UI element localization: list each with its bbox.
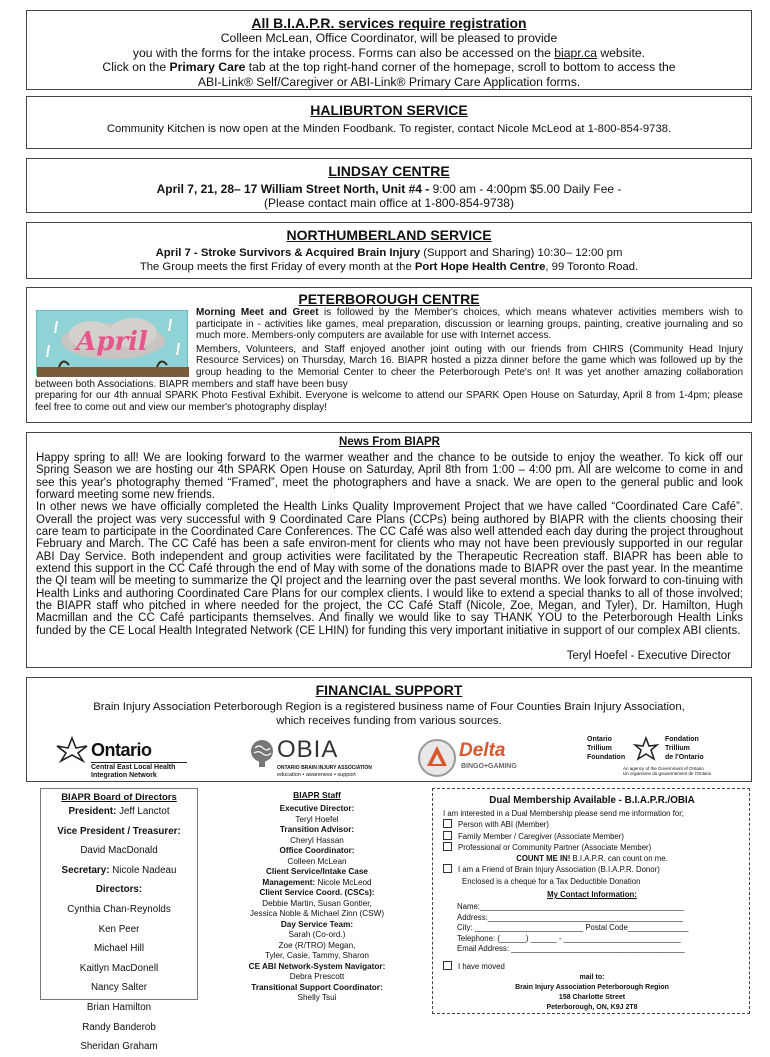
staff-role: Client Service Coord. (CSCs): <box>259 888 375 897</box>
lindsay-title: LINDSAY CENTRE <box>328 163 450 179</box>
delta-circle-icon <box>417 738 457 778</box>
checkbox-moved[interactable] <box>443 961 452 970</box>
board-secretary-label: Secretary: <box>61 864 110 876</box>
northumberland-box <box>26 222 752 279</box>
board-title: BIAPR Board of Directors <box>61 792 177 803</box>
haliburton-box <box>26 96 752 149</box>
northumberland-group-name: April 7 - Stroke Survivors & Acquired Brain Injury <box>155 247 421 259</box>
board-vp-name: David MacDonald <box>80 845 158 857</box>
news-paragraph-1: Happy spring to all! We are looking forward to the warmer weather and the chance to be outside to enjoy the weather. To kick off our Spring Season we are hosting our 4th SPARK Open House on Saturday, April 8th from 1:00 – 4:00 pm. All are welcome to come in and see this year's photography themed “Framed”, meet the photographers and have a snack. We are open to the general public and look forward meeting some new friends. <box>36 452 743 502</box>
mail-line-2: 158 Charlotte Street <box>558 994 626 1002</box>
chirs-paragraph: Members, Volunteers, and Staff enjoyed another joint outing with our friends from CHIRS (Community Head Injury Resource Services) on Thursday, March 16. BIAPR hosted a pizza dinner before the game which was followed up by the group heading to the Memorial Center to cheer the Peterborough Pete's on! It was yet another amazing collaboration between both Associations. BIAPR members and staff have been busy <box>35 343 743 390</box>
staff-role: CE ABI Network-System Navigator: <box>248 961 386 971</box>
telephone-field[interactable]: Telephone: (______) ______ - ___________________________ <box>457 933 681 943</box>
otf-fr-3: de l'Ontario <box>665 754 704 761</box>
brain-icon <box>249 738 275 768</box>
registration-title: All B.I.A.P.R. services require registration <box>251 15 527 31</box>
registration-line-3 <box>27 60 751 75</box>
news-paragraph-2: In other news we have officially completed the Health Links Quality Improvement Project that we have called “Coordinated Care Café”. Overall the project was very successful with 9 Coordinated Care Plans (CCPs) being authored by BIAPR with the clients choosing their care team to participate in the Coordinated Care Conferences. The CC Café was also well attended each day during the project throughout February and March. The CC Café has been a safe environ-ment for clients who may not have been previously supported in our regular ABI Day Service. Both independent and group activities were facilitated by the Therapeutic Recreation staff. BIAPR has been able to extend this support in the CC Café through the end of May with some of the donations made to BIAPR over the past year. In the meantime the QI team will be meeting to summarize the QI project and the learning over the past several months. We look forward to con-tinuing with Health Links and authoring Coordinated Care Plans for our complex clients. I would like to extend a special thanks to all of those involved; the BIAPR staff who pitched in where needed for the project, the CC Café Staff (Nicole, Zoe, Megan, and Tyler), Dr. Hamilton, Hugh Macmillan and the CC Café participants themselves. And finally we would like to say THANK YOU to the Peterborough Health Links funded by the CE Local Health Integrated Network (CE LHIN) for funding this very important initiative in support of our complex ABI clients. <box>36 501 743 637</box>
contact-fields <box>443 902 741 955</box>
name-field[interactable]: Name:_______________________________________________ <box>457 902 684 912</box>
delta-logo-sub: BINGO+GAMING <box>461 763 517 770</box>
biapr-link[interactable]: biapr.ca <box>554 45 597 60</box>
board-list <box>41 802 197 1057</box>
city-postal-field[interactable]: City: _________________________ Postal Code______________ <box>457 923 689 933</box>
registration-text <box>27 31 751 89</box>
otf-trillium-icon <box>633 736 659 762</box>
sponsor-logos <box>27 736 751 784</box>
membership-option-abi <box>443 819 741 830</box>
staff-role: Client Service/Intake Case <box>266 867 368 876</box>
board-president-name: Jeff Lanctot <box>116 806 170 817</box>
staff-name: Teryl Hoefel <box>295 814 339 824</box>
financial-line-2: which receives funding from various sources. <box>276 714 502 727</box>
news-body <box>36 452 743 637</box>
financial-text <box>27 701 751 728</box>
staff-name: Jessica Noble & Michael Zinn (CSW) <box>249 909 385 918</box>
ontario-logo-rule <box>91 762 187 763</box>
trillium-icon <box>55 736 89 762</box>
news-title: News From BIAPR <box>339 436 440 448</box>
staff-intake-row <box>232 878 402 889</box>
primary-care-tab-text: Primary Care <box>169 60 246 74</box>
staff-role: Transition Advisor: <box>279 825 355 834</box>
option-label: Family Member / Caregiver (Associate Member) <box>458 831 624 841</box>
director-name: Nancy Salter <box>90 982 148 994</box>
staff-role: Office Coordinator: <box>279 846 355 855</box>
lindsay-line-2: (Please contact main office at 1-800-854-9738) <box>264 196 514 210</box>
april-image <box>36 310 188 376</box>
lindsay-box <box>26 158 752 213</box>
membership-body <box>443 809 741 1013</box>
membership-intro: I am interested in a Dual Membership please send me information for; <box>443 809 684 818</box>
staff-role: Management: <box>262 877 316 887</box>
port-hope-health-centre: Port Hope Health Centre <box>414 260 546 273</box>
staff-name: Colleen McLean <box>287 856 347 866</box>
april-image-text: April <box>76 327 148 357</box>
northumberland-line-2 <box>27 261 751 275</box>
haliburton-title: HALIBURTON SERVICE <box>310 102 468 118</box>
staff-list <box>232 804 402 1004</box>
registration-line-4: ABI-Link® Self/Caregiver or ABI-Link® Primary Care Application forms. <box>197 74 581 89</box>
board-president-label: President: <box>68 806 117 817</box>
checkbox-professional[interactable] <box>443 842 452 851</box>
haliburton-text: Community Kitchen is now open at the Minden Foodbank. To register, contact Nicole McLeod at 1-800-854-9738. <box>106 123 672 135</box>
otf-fr-2: Trillium <box>665 745 690 752</box>
count-me-in-bold: COUNT ME IN! <box>516 854 571 864</box>
director-name: Randy Banderob <box>82 1021 156 1033</box>
staff-name: Debbie Martin, Susan Gontier, <box>262 898 372 908</box>
northumberland-text <box>27 247 751 274</box>
otf-agency-2: Un organisme du gouvernement de l'Ontario <box>623 771 712 776</box>
morning-meet-title: Morning Meet and Greet <box>196 307 319 318</box>
peterborough-box <box>26 287 752 423</box>
director-name: Michael Hill <box>93 943 145 955</box>
registration-box <box>26 10 752 90</box>
option-label: I am a Friend of Brain Injury Association (B.I.A.P.R. Donor) <box>458 865 660 875</box>
northumberland-line-1 <box>27 247 751 261</box>
board-president <box>41 802 197 822</box>
morning-meet-text: is followed by the Member's choices, which means whatever activities members wish to participate in - activities like games, meal preparation, discussion or learning groups, painting, creative journaling and so much more. Members-only computers are available for use with Internet access. <box>196 307 743 342</box>
membership-option-friend <box>443 864 741 875</box>
otf-en-2: Trillium <box>587 745 612 752</box>
staff-box <box>232 788 402 1000</box>
otf-en-3: Foundation <box>587 754 626 761</box>
count-me-in <box>443 854 741 864</box>
director-name: Ken Peer <box>98 923 140 935</box>
lindsay-line-1 <box>27 182 751 196</box>
obia-logo-sub-1: ONTARIO BRAIN INJURY ASSOCIATION <box>277 765 372 771</box>
obia-logo-sub-2: education • awareness • support <box>277 772 356 778</box>
board-vp-label: Vice President / Treasurer: <box>57 825 181 837</box>
checkbox-friend[interactable] <box>443 864 452 873</box>
staff-role: Executive Director: <box>279 804 355 813</box>
registration-line-2 <box>27 46 751 61</box>
lindsay-text <box>27 182 751 210</box>
email-field[interactable]: Email Address: ________________________________________ <box>457 944 685 954</box>
mail-line-3: Peterborough, ON, K9J 2T8 <box>546 1004 638 1012</box>
financial-box <box>26 677 752 782</box>
checkbox-family-member[interactable] <box>443 831 452 840</box>
membership-option-family <box>443 831 741 842</box>
news-box <box>26 432 752 668</box>
mailing-address <box>443 973 741 1013</box>
peterborough-title: PETERBOROUGH CENTRE <box>298 291 480 307</box>
board-directors-label: Directors: <box>95 884 143 896</box>
director-name: Brian Hamilton <box>86 1001 152 1013</box>
otf-en-1: Ontario <box>587 736 612 743</box>
staff-name: Cheryl Hassan <box>290 835 344 845</box>
staff-role: Day Service Team: <box>280 919 354 929</box>
checkbox-person-with-abi[interactable] <box>443 819 452 828</box>
ontario-logo-sub-2: Integration Network <box>91 772 157 779</box>
moved-label: I have moved <box>458 961 505 971</box>
registration-line-2-pre: you with the forms for the intake process. Forms can also be accessed on the <box>132 45 555 60</box>
staff-name: Zoe (R/TRO) Megan, <box>278 940 356 950</box>
financial-title: FINANCIAL SUPPORT <box>315 682 463 698</box>
staff-name: Sarah (Co-ord.) <box>288 930 346 939</box>
lindsay-dates: April 7, 21, 28– 17 William Street North, Unit #4 - <box>156 182 430 196</box>
membership-form <box>432 788 750 1014</box>
registration-line-3-post: tab at the top right-hand corner of the homepage, scroll to bottom to access the <box>245 60 676 74</box>
membership-cheque-text: Enclosed is a cheque for a Tax Deductible Donation <box>462 876 641 886</box>
otf-agency-1: An agency of the Government of Ontario <box>623 766 704 771</box>
staff-role: Transitional Support Coordinator: <box>251 982 383 992</box>
financial-line-1: Brain Injury Association Peterborough Region is a registered business name of Four Counties Brain Injury Association, <box>93 701 685 713</box>
mail-to-label: mail to: <box>579 974 605 982</box>
membership-title: Dual Membership Available - B.I.A.P.R./OBIA <box>489 795 695 806</box>
northumberland-title: NORTHUMBERLAND SERVICE <box>286 227 492 243</box>
mail-line-1: Brain Injury Association Peterborough Region <box>515 984 669 992</box>
contact-info-title: My Contact Information: <box>547 890 637 900</box>
northumberland-line-2-pre: The Group meets the first Friday of every month at the <box>139 260 415 273</box>
northumberland-line-2-post: , 99 Toronto Road. <box>545 260 639 273</box>
staff-name: Shelly Tsui <box>297 993 337 1002</box>
registration-line-3-pre: Click on the <box>102 60 170 74</box>
registration-line-2-post: website. <box>596 45 646 60</box>
otf-fr-1: Fondation <box>665 736 699 743</box>
ontario-logo-sub-1: Central East Local Health <box>91 764 176 771</box>
address-field[interactable]: Address:_____________________________________________ <box>457 912 683 922</box>
director-name: Cynthia Chan-Reynolds <box>67 903 171 915</box>
spark-paragraph: preparing for our 4th annual SPARK Photo Festival Exhibit. Everyone is welcome to attend our SPARK Open House on Saturday, April 8 from 1-4pm; please feel free to come out and view our member's photography display! <box>35 390 743 413</box>
director-name: Sheridan Graham <box>80 1041 158 1053</box>
staff-title: BIAPR Staff <box>293 790 341 800</box>
membership-option-professional <box>443 842 741 853</box>
ontario-logo-text: Ontario <box>91 740 152 760</box>
staff-name: Nicole McLeod <box>315 877 372 887</box>
staff-name: Debra Prescott <box>289 972 345 981</box>
count-me-in-text: B.I.A.P.R. can count on me. <box>570 854 668 864</box>
delta-logo-text: Delta <box>459 740 506 761</box>
option-label: Professional or Community Partner (Associate Member) <box>458 842 652 852</box>
option-label: Person with ABI (Member) <box>458 820 549 830</box>
board-box <box>40 788 198 1053</box>
northumberland-time: (Support and Sharing) 10:30– 12:00 pm <box>420 247 623 259</box>
moved-option <box>443 961 741 972</box>
staff-name: Tyler, Casie, Tammy, Sharon <box>265 951 369 960</box>
registration-line-1: Colleen McLean, Office Coordinator, will be pleased to provide <box>220 31 558 45</box>
news-signature: Teryl Hoefel - Executive Director <box>561 650 731 662</box>
board-secretary-name: Nicole Nadeau <box>109 864 177 876</box>
obia-logo-text: OBIA <box>277 736 339 763</box>
director-name: Kaitlyn MacDonell <box>79 962 159 974</box>
board-secretary <box>41 861 197 881</box>
lindsay-hours: 9:00 am - 4:00pm $5.00 Daily Fee - <box>429 182 622 196</box>
